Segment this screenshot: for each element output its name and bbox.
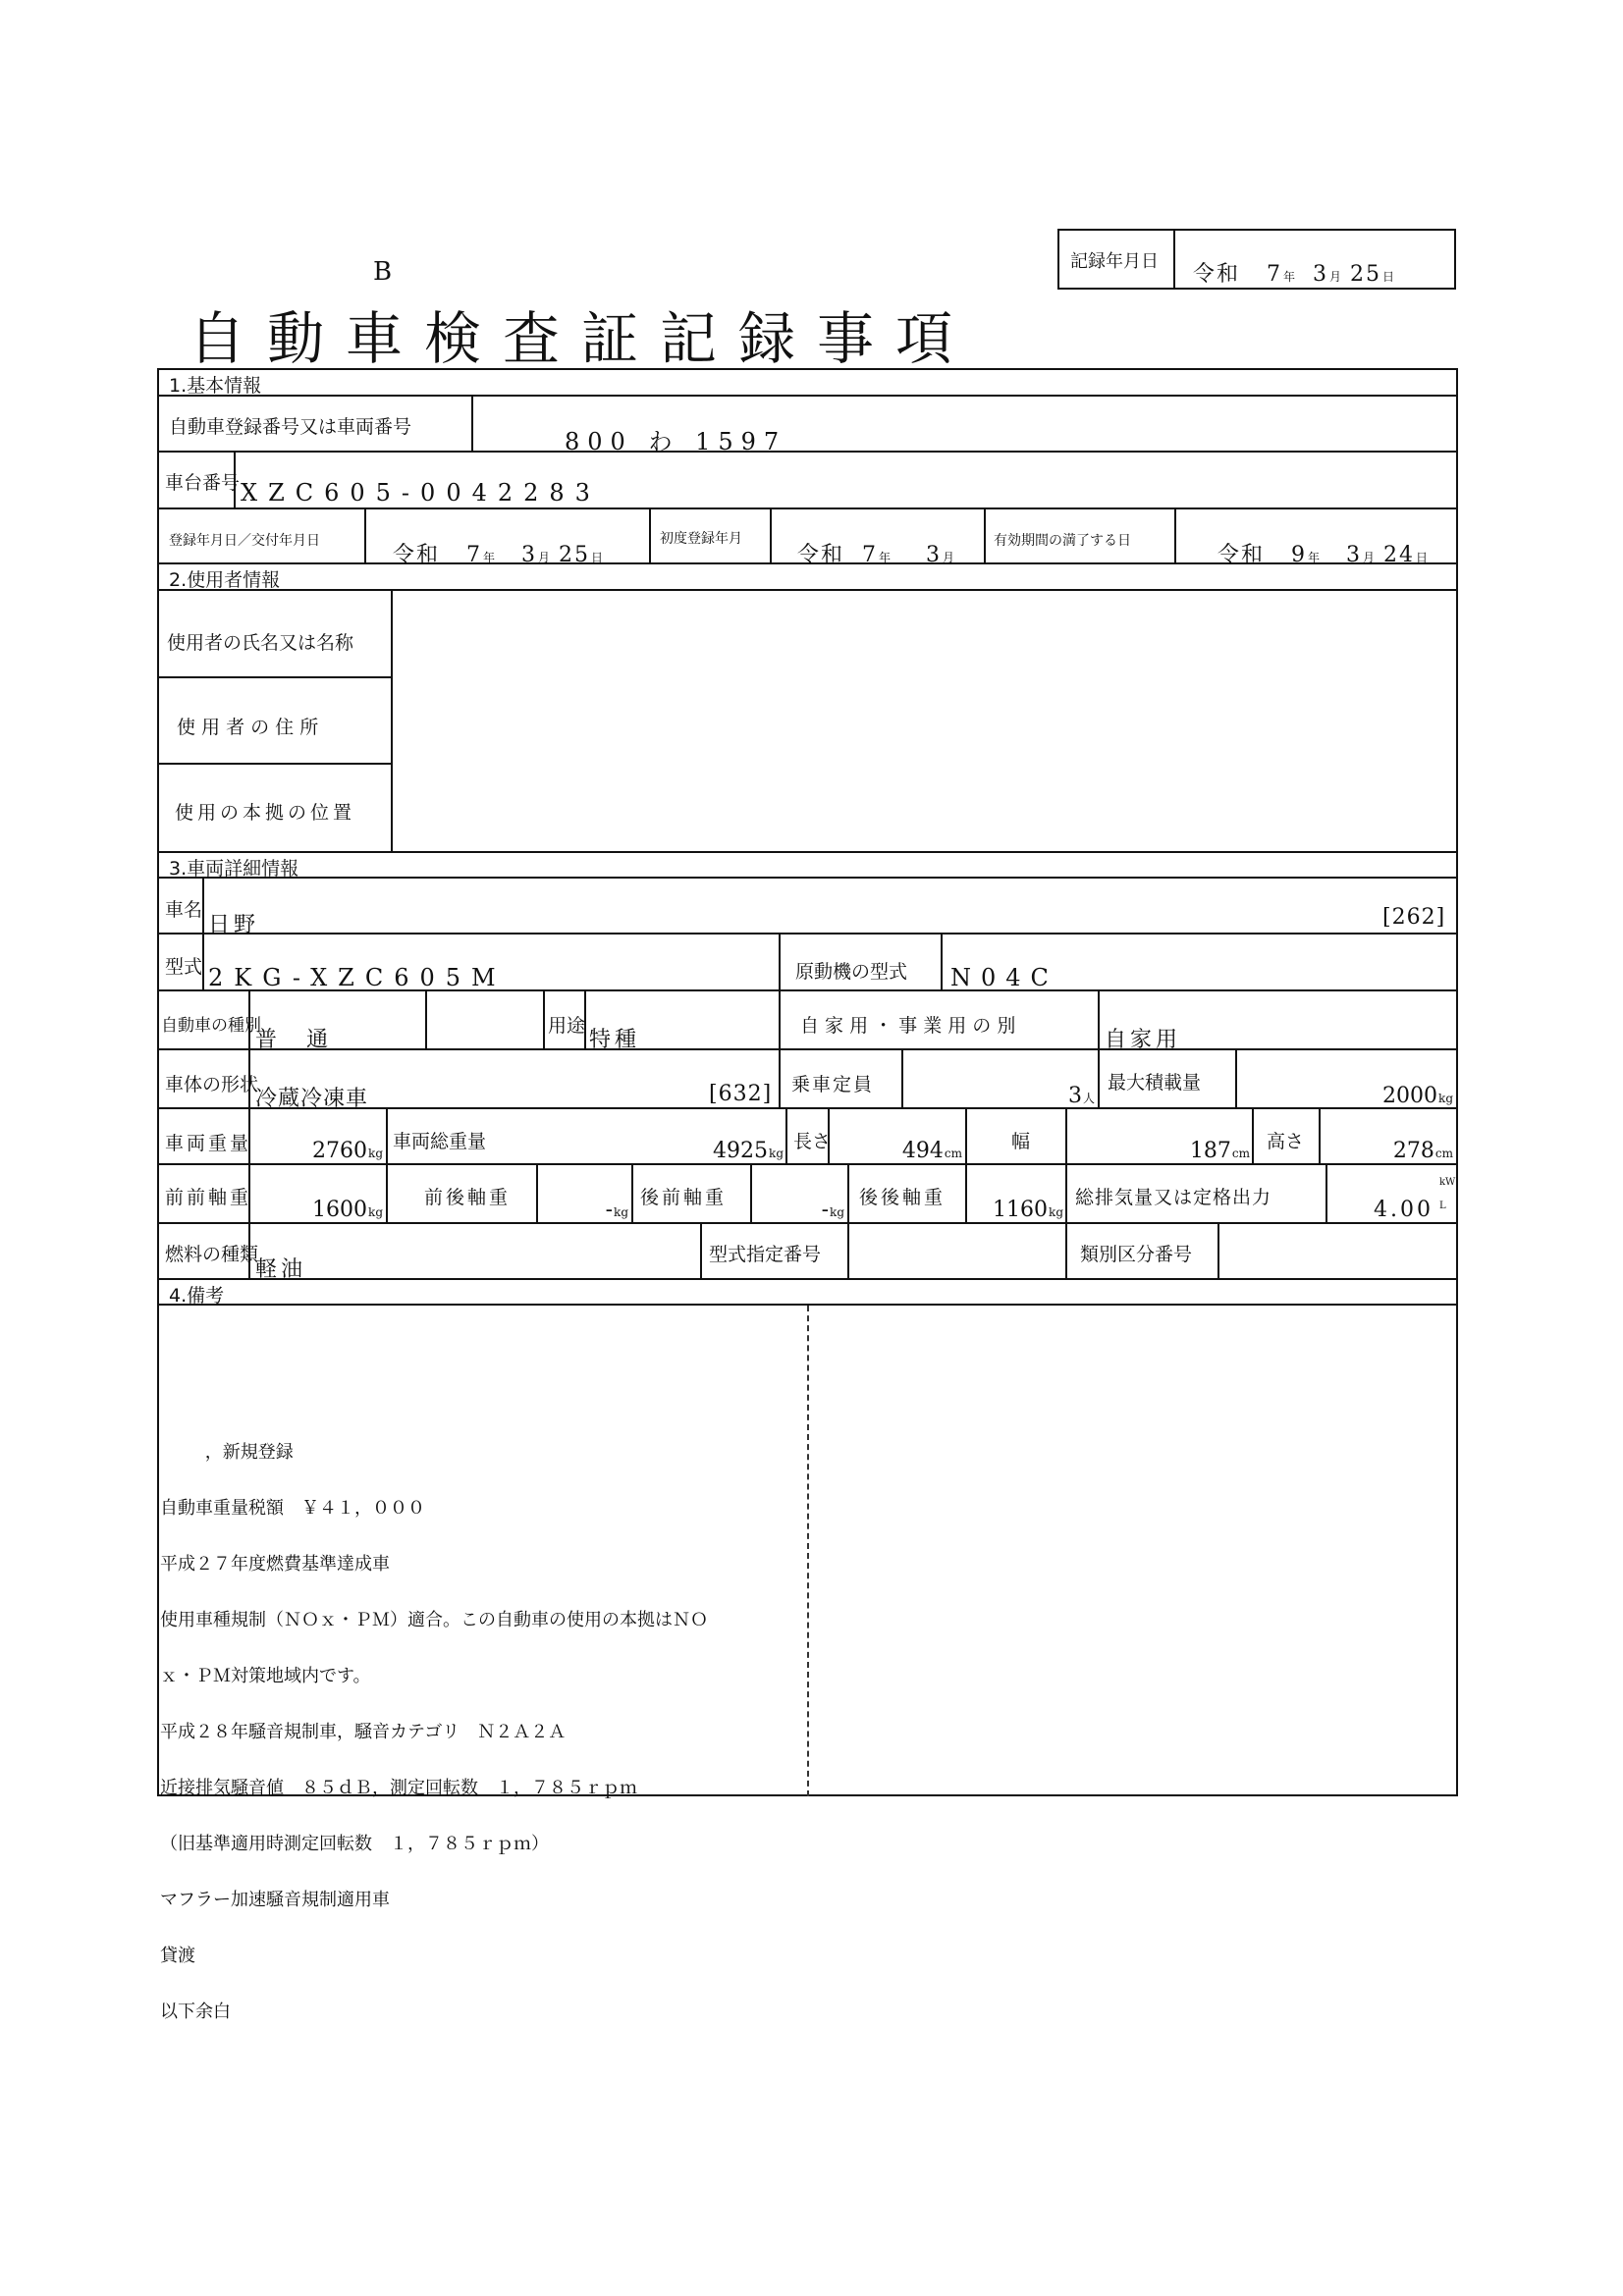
- remark-line: 使用車種規制（ＮＯｘ・ＰＭ）適合。この自動車の使用の本拠はＮＯ: [160, 1610, 708, 1630]
- remark-line: 貸渡: [160, 1946, 195, 1966]
- registration-number-label: 自動車登録番号又は車両番号: [169, 416, 412, 438]
- remark-line: ，新規登録: [160, 1442, 294, 1463]
- length-label: 長さ: [793, 1131, 832, 1152]
- section3-heading: 3.車両詳細情報: [169, 858, 299, 880]
- max-load-label: 最大積載量: [1108, 1072, 1202, 1094]
- fuel-value: 軽油: [255, 1257, 307, 1282]
- engine-model-label: 原動機の型式: [795, 961, 908, 983]
- page-title: 自動車検査証記録事項: [189, 305, 975, 372]
- model-label: 型式: [165, 956, 203, 978]
- vehicle-type-label: 自動車の種別: [161, 1016, 261, 1036]
- width-value: 187cm: [1189, 1139, 1250, 1163]
- remark-line: 以下余白: [160, 2002, 231, 2022]
- chassis-number-value: XZC605-0042283: [241, 479, 601, 507]
- remark-line: マフラー加速騒音規制適用車: [160, 1890, 390, 1910]
- height-label: 高さ: [1267, 1131, 1305, 1152]
- displacement-value: 4.00: [1374, 1198, 1434, 1222]
- vline-type: [425, 989, 427, 1048]
- record-date-value: 令和 7年 3月 25日: [1193, 262, 1395, 287]
- record-date-label: 記録年月日: [1070, 251, 1159, 272]
- length-value: 494cm: [901, 1139, 962, 1163]
- vehicle-type-value: 普 通: [255, 1028, 333, 1052]
- remark-line: 近接排気騒音値 ８５ｄＢ，測定回転数 １，７８５ｒｐｍ: [160, 1778, 637, 1798]
- expiry-date-value: 令和 9年 3月 24日: [1217, 543, 1429, 567]
- gross-weight-label: 車両総重量: [393, 1131, 487, 1152]
- user-name-label: 使用者の氏名又は名称: [167, 632, 354, 654]
- remark-line: （旧基準適用時測定回転数 １，７８５ｒｐｍ）: [160, 1834, 549, 1854]
- form-code: B: [373, 257, 393, 287]
- remark-line: ｘ・ＰＭ対策地域内です。: [160, 1666, 371, 1686]
- first-registration-value: 令和 7年 3月: [797, 543, 955, 567]
- remarks-divider: [807, 1306, 809, 1796]
- vehicle-weight-value: 2760kg: [312, 1139, 383, 1163]
- gross-weight-value: 4925kg: [713, 1139, 784, 1163]
- vehicle-weight-label: 車両重量: [165, 1133, 252, 1154]
- model-value: 2KG-XZC605M: [208, 964, 507, 991]
- type-designation-label: 型式指定番号: [709, 1244, 822, 1265]
- section4-heading: 4.備考: [169, 1285, 225, 1307]
- rr-axle-label: 後後軸重: [859, 1187, 947, 1208]
- body-shape-value: 冷蔵冷凍車: [255, 1087, 369, 1111]
- base-location-label: 使用の本拠の位置: [175, 802, 356, 824]
- capacity-value: 3人: [1067, 1084, 1095, 1108]
- category-label: 類別区分番号: [1080, 1244, 1193, 1265]
- fuel-label: 燃料の種類: [165, 1244, 259, 1265]
- registration-date-label: 登録年月日／交付年月日: [169, 533, 320, 549]
- rf-axle-value: -kg: [821, 1198, 844, 1222]
- registration-number-value: 800 わ 1597: [565, 428, 787, 455]
- body-shape-code: [632]: [709, 1082, 773, 1106]
- max-load-value: 2000kg: [1382, 1084, 1453, 1108]
- height-value: 278cm: [1392, 1139, 1453, 1163]
- displacement-label: 総排気量又は定格出力: [1075, 1187, 1272, 1208]
- private-business-label: 自 家 用 ・ 事 業 用 の 別: [800, 1015, 1016, 1037]
- engine-model-value: N04C: [950, 964, 1058, 991]
- usage-value: 特種: [589, 1028, 641, 1052]
- expiry-label: 有効期間の満了する日: [994, 533, 1131, 549]
- displacement-unit: kW L: [1439, 1177, 1456, 1211]
- fr-axle-value: -kg: [605, 1198, 628, 1222]
- private-business-value: 自家用: [1105, 1028, 1182, 1052]
- usage-label: 用途: [548, 1015, 586, 1037]
- car-name-label: 車名: [165, 899, 203, 921]
- body-shape-label: 車体の形状: [165, 1074, 259, 1095]
- car-name-value: 日野: [208, 913, 260, 937]
- capacity-label: 乗車定員: [791, 1074, 875, 1095]
- ff-axle-label: 前前軸重: [165, 1187, 252, 1208]
- user-address-label: 使 用 者 の 住 所: [177, 717, 319, 738]
- section1-heading: 1.基本情報: [169, 375, 262, 397]
- remark-line: 自動車重量税額 ￥４１，０００: [160, 1498, 425, 1519]
- section2-heading: 2.使用者情報: [169, 569, 281, 591]
- remark-line: 平成２８年騒音規制車，騒音カテゴリ Ｎ２Ａ２Ａ: [160, 1722, 567, 1742]
- car-name-code: [262]: [1382, 905, 1446, 930]
- registration-date-value: 令和 7年 3月 25日: [393, 543, 604, 567]
- chassis-number-label: 車台番号: [165, 472, 241, 494]
- first-registration-label: 初度登録年月: [660, 531, 742, 547]
- rr-axle-value: 1160kg: [993, 1198, 1063, 1222]
- width-label: 幅: [1011, 1131, 1031, 1152]
- remark-line: 平成２７年度燃費基準達成車: [160, 1554, 390, 1575]
- remarks-list: [160, 1406, 708, 2040]
- ff-axle-value: 1600kg: [312, 1198, 383, 1222]
- fr-axle-label: 前後軸重: [424, 1187, 512, 1208]
- rf-axle-label: 後前軸重: [640, 1187, 728, 1208]
